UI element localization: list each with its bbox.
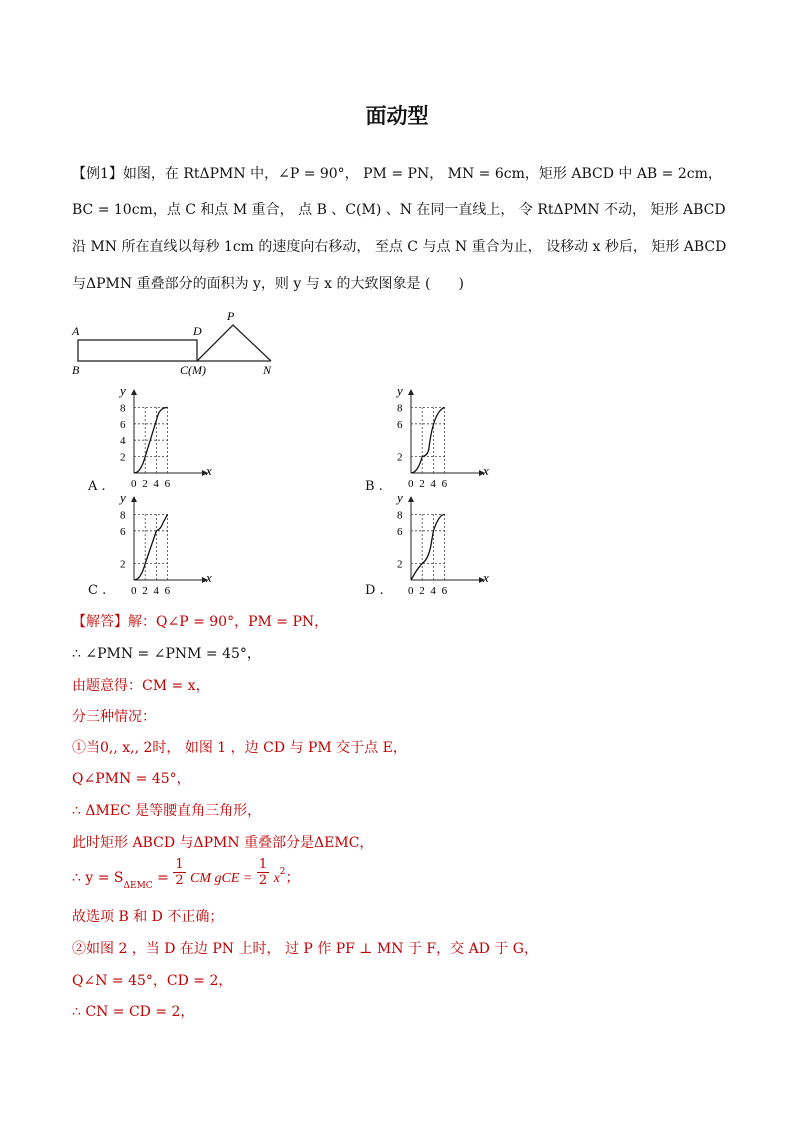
y-tick-label: 6 <box>120 525 126 538</box>
option-d-label: D . <box>365 583 384 598</box>
solution-line-9: 故选项 B 和 D 不正确； <box>72 909 224 925</box>
label-n: N <box>263 363 272 377</box>
y-tick-label: 6 <box>120 418 126 431</box>
problem-line-3: 沿 MN 所在直线以每秒 1cm 的速度向右移动， 至点 C 与点 N 重合为止， 设移动 x 秒后， 矩形 ABCD <box>72 239 727 255</box>
label-b: B <box>72 363 80 377</box>
solution-line-11: Q∠N = 45°，CD = 2， <box>72 973 233 989</box>
graph-curve <box>134 514 168 580</box>
y-tick-label: 6 <box>397 418 403 431</box>
x-axis-label: x <box>206 570 212 585</box>
y-axis-label: y <box>397 490 403 505</box>
y-tick-label: 8 <box>397 402 403 415</box>
problem-line-2: BC = 10cm，点 C 和点 M 重合， 点 B 、C(M) 、N 在同一直线上， 令 RtΔPMN 不动， 矩形 ABCD <box>72 202 726 218</box>
x-tick-label: 4 <box>430 585 436 597</box>
solution-line-8: 此时矩形 ABCD 与ΔPMN 重叠部分是ΔEMC， <box>72 835 374 851</box>
triangle-pmn <box>197 325 271 361</box>
frac2-den: 2 <box>258 873 268 888</box>
x-tick-label: 2 <box>142 478 148 490</box>
formula-lhs: ∴ y = S <box>72 870 124 886</box>
y-tick-label: 4 <box>120 435 126 448</box>
frac1-den: 2 <box>175 873 184 888</box>
y-tick-label: 2 <box>397 451 403 464</box>
x-tick-label: 0 <box>131 478 137 490</box>
y-axis-arrow <box>408 496 414 502</box>
label-c: C(M) <box>180 363 206 377</box>
solution-line-4: 分三种情况： <box>72 709 156 725</box>
formula-mid: CM gCE = <box>190 871 253 886</box>
y-axis-arrow <box>131 389 137 395</box>
x-tick-label: 6 <box>164 478 171 490</box>
y-axis-label: y <box>397 383 403 398</box>
page-title: 面动型 <box>365 103 429 128</box>
frac2-num: 1 <box>258 857 268 872</box>
y-axis-label: y <box>120 490 126 505</box>
solution-line-10: ②如图 2 ，当 D 在边 PN 上时， 过 P 作 PF ⊥ MN 于 F，交 AD 于 G， <box>72 941 538 957</box>
x-tick-label: 6 <box>164 585 171 597</box>
y-axis-arrow <box>408 389 414 395</box>
y-tick-label: 2 <box>120 451 126 464</box>
label-p: P <box>227 309 235 323</box>
label-d: D <box>193 324 202 338</box>
formula-end: ； <box>285 870 300 886</box>
option-b-graph <box>389 383 489 495</box>
formula-sub: ΔEMC <box>123 881 153 891</box>
y-axis-arrow <box>131 496 137 502</box>
x-tick-label: 4 <box>430 478 436 490</box>
option-c-label: C . <box>88 583 107 598</box>
x-axis-label: x <box>206 463 212 478</box>
option-d-graph <box>389 490 489 602</box>
x-tick-label: 4 <box>153 585 159 597</box>
solution-line-6: Q∠PMN = 45°， <box>72 771 191 787</box>
option-a-label: A . <box>88 479 106 494</box>
y-tick-label: 2 <box>120 558 126 571</box>
y-tick-label: 8 <box>120 402 126 415</box>
solution-line-5: ①当0,, x,, 2时， 如图 1 ，边 CD 与 PM 交于点 E， <box>72 740 407 756</box>
x-tick-label: 6 <box>441 478 448 490</box>
problem-line-1: 【例1】如图，在 RtΔPMN 中，∠P = 90°， PM = PN， MN = 6cm，矩形 ABCD 中 AB = 2cm， <box>72 166 722 182</box>
x-tick-label: 6 <box>441 585 448 597</box>
option-a-graph <box>112 383 212 495</box>
y-axis-label: y <box>120 383 126 398</box>
x-tick-label: 0 <box>408 585 414 597</box>
geometry-figure <box>66 305 286 380</box>
graph-curve <box>411 407 445 473</box>
x-axis-label: x <box>483 570 489 585</box>
solution-line-3: 由题意得：CM = x， <box>72 678 210 694</box>
y-tick-label: 8 <box>120 509 126 522</box>
x-tick-label: 2 <box>419 585 425 597</box>
formula-eq: = <box>157 870 169 886</box>
x-tick-label: 2 <box>142 585 148 597</box>
solution-line-1: 【解答】解：Q∠P = 90°，PM = PN， <box>72 614 329 630</box>
graph-curve <box>411 514 445 580</box>
frac1-num: 1 <box>175 857 184 872</box>
x-axis-label: x <box>483 463 489 478</box>
option-c-graph <box>112 490 212 602</box>
label-a: A <box>72 324 80 338</box>
x-tick-label: 2 <box>419 478 425 490</box>
rectangle-abcd <box>78 340 197 361</box>
formula-x: x <box>273 871 280 886</box>
x-tick-label: 0 <box>408 478 414 490</box>
x-tick-label: 0 <box>131 585 137 597</box>
solution-line-7: ∴ ΔMEC 是等腰直角三角形， <box>72 803 262 819</box>
y-tick-label: 8 <box>397 509 403 522</box>
option-b-label: B . <box>365 479 383 494</box>
y-tick-label: 2 <box>397 558 403 571</box>
formula-sup: 2 <box>279 867 286 877</box>
solution-line-12: ∴ CN = CD = 2， <box>72 1004 195 1020</box>
solution-formula <box>72 857 732 897</box>
x-tick-label: 4 <box>153 478 159 490</box>
y-tick-label: 6 <box>397 525 403 538</box>
problem-line-4: 与ΔPMN 重叠部分的面积为 y，则 y 与 x 的大致图象是 ( ) <box>72 276 464 292</box>
solution-line-2: ∴ ∠PMN = ∠PNM = 45°， <box>72 646 261 662</box>
